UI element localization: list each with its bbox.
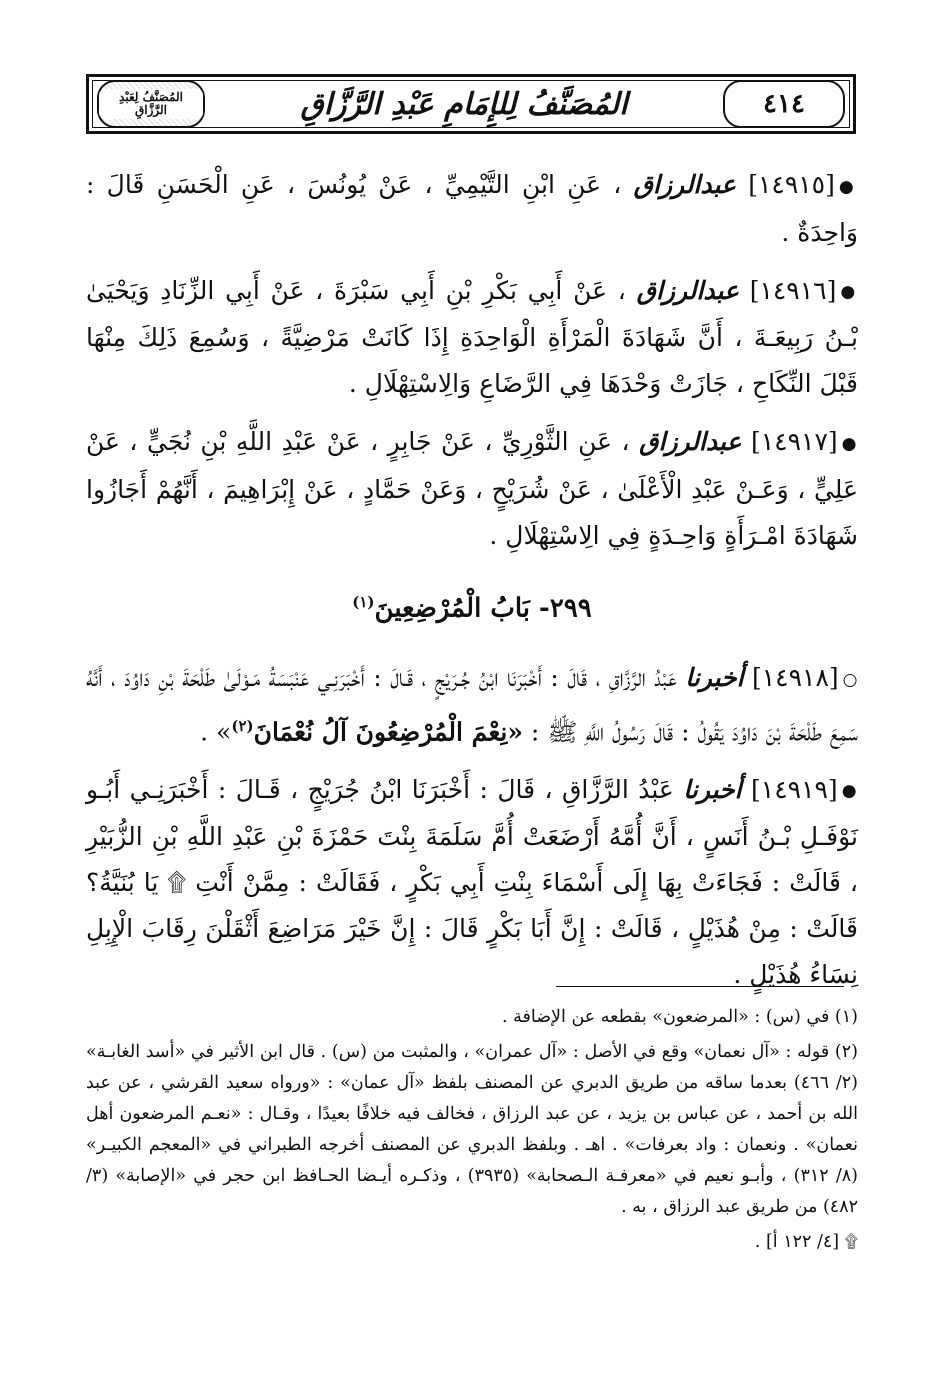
bullet-icon: ● [841, 781, 858, 802]
hadith-number: [١٤٩١٨] [751, 663, 839, 693]
main-text [86, 162, 858, 1010]
hadith-14917 [86, 419, 858, 559]
hadith-text: ، عَنِ الثَّوْرِيِّ ، عَنْ جَابِرٍ ، عَنْ عَبْدِ اللَّهِ بْنِ نُجَيٍّ ، عَنْ عَلِيٍّ ، وَعَـنْ عَبْدِ الْأَعْلَىٰ ، عَنْ شُرَيْحٍ ، وَعَنْ حَمَّادٍ ، عَنْ إِبْرَاهِيمَ ، أَنَّهُمْ أَجَازُوا شَهَادَةَ امْـرَأَةٍ وَاحِـدَةٍ فِي الِاسْتِهْلَالِ . [86, 427, 858, 550]
footnote-ref: (٢) [231, 716, 254, 735]
narrator-name: عبدالرزاق [636, 275, 739, 305]
quote-end: » . [200, 716, 232, 746]
hadith-text: ، عَنْ أَبِي بَكْرِ بْنِ أَبِي سَبْرَةَ ، عَنْ أَبِي الزِّنَادِ وَيَحْيَىٰ بْـنُ رَبِيعَـةَ ، أَنَّ شَهَادَةَ الْمَرْأَةِ الْوَاحِدَةِ إِذَا كَانَتْ مَرْضِيَّةً ، وَسُمِعَ ذَلِكَ مِنْهَا قَبْلَ النِّكَاحِ ، جَازَتْ وَحْدَهَا فِي الرَّضَاعِ وَالِاسْتِهْلَالِ . [86, 275, 858, 398]
hadith-number: [١٤٩١٩] [751, 774, 838, 804]
footnote-2: (٢) قوله : «آل نعمان» وقع في الأصل : «آل عمران» ، والمثبت من (س) . قال ابن الأثير في «أسد الغابـة» (٢/ ٤٦٦) بعدما ساقه من طريق الدبري عن المصنف بلفظ «آل عمان» : «ورواه سعيد القرشي ، عن عبد الله بن أحمد ، عن عباس بن يزيد ، عن عبد الرزاق ، فخالف فيه خلافًا بعيدًا ، وقـال : «نعـم المرضعون أهل نعمان» . ونعمان : واد بعرفات» . اهـ . وبلفظ الدبري عن المصنف أخرجه الطبراني في «المعجم الكبيـر» (٨/ ٣١٢) ، وأبـو نعيم في «معرفـة الـصحابة» (٣٩٣٥) ، وذكـره أيـضا الحـافظ ابن حجر في «الإصابة» (٣/ ٤٨٢) من طريق عبد الرزاق ، به . [86, 1042, 858, 1217]
footnote-1: (١) في (س) : «المرضعون» بقطعه عن الإضافة . [501, 1007, 858, 1027]
hollow-bullet-icon: ○ [842, 669, 858, 690]
book-title: المُصَنَّفُ لِلإِمَامِ عَبْدِ الرَّزَّاقِ [300, 86, 628, 122]
narrator-name: أخبرنا [685, 663, 744, 693]
bullet-icon: ● [840, 282, 858, 302]
narrator-name: أخبرنا [683, 774, 742, 804]
hadith-number: [١٤٩١٥] [748, 170, 835, 199]
prophetic-quote: «نِعْمَ الْمُرْضِعُونَ آلُ نُعْمَانَ [253, 716, 523, 746]
hadith-14918 [86, 655, 858, 755]
bullet-icon: ● [838, 176, 858, 197]
folio-marker: ۩ [٤/ ١٢٢ أ] . [754, 1232, 858, 1252]
chapter-heading [86, 579, 858, 632]
chapter-title: ٢٩٩- بَابُ الْمُرْضِعِينَ [374, 593, 592, 624]
hadith-number: [١٤٩١٧] [750, 427, 838, 456]
hadith-14915 [86, 162, 858, 256]
hadith-14919 [86, 767, 858, 999]
page-header [86, 74, 856, 134]
logo-text: المُصَنَّفُ لِعَبْدِ الرَّزَّاقِ [99, 89, 203, 119]
hadith-text: عَبْدُ الرَّزَّاقِ ، قَالَ : أَخْبَرَنَا ابْنُ جُـرَيْجٍ ، قَـالَ : أَخْبَرَنِـي عَنْبَسَةُ مَـوْلَىٰ طَلْحَةَ بْنِ دَاوُدَ ، أَنَّهُ سَمِعَ طَلْحَةَ بْنَ دَاوُدَ يَقُولُ : قَالَ رَسُولُ اللَّهِ ﷺ : [86, 663, 858, 746]
hadith-text: عَبْدُ الرَّزَّاقِ ، قَالَ : أَخْبَرَنَا ابْنُ جُرَيْجٍ ، قَـالَ : أَخْبَرَنِـي أَبُـو نَوْفَـلِ بْـنُ أَنَسٍ ، أَنَّ أُمَّهُ أَرْضَعَتْ أُمَّ سَلَمَةَ بِنْتَ حَمْزَةَ بْنِ عَبْدِ اللَّهِ بْنِ الزُّبَيْرِ ، قَالَتْ : فَجَاءَتْ بِهَا إِلَى أَسْمَاءَ بِنْتِ أَبِي بَكْرٍ ، فَقَالَتْ : مِمَّنْ أَنْتِ ۩ يَا بُنَيَّةُ؟ قَالَتْ : مِنْ هُذَيْلٍ ، قَالَتْ : إِنَّ أَبَا بَكْرٍ قَالَ : إِنَّ خَيْرَ مَرَاضِعَ أَثْقَلْنَ رِقَابَ الْإِبِلِ نِسَاءُ هُذَيْلٍ . [86, 774, 858, 990]
hadith-14916 [86, 268, 858, 408]
hadith-text: ، عَنِ ابْنِ التَّيْمِيِّ ، عَنْ يُونُسَ ، عَنِ الْحَسَنِ قَالَ : وَاحِدَةٌ . [86, 170, 858, 247]
hadith-number: [١٤٩١٦] [749, 275, 837, 305]
bullet-icon: ● [841, 433, 859, 454]
page-number: ٤١٤ [723, 80, 845, 128]
footnote-ref: (١) [352, 592, 375, 611]
book-logo [97, 80, 205, 128]
footnotes [86, 1002, 858, 1262]
narrator-name: عبدالرزاق [639, 427, 742, 456]
footnote-divider [556, 986, 844, 987]
narrator-name: عبدالرزاق [633, 170, 736, 199]
